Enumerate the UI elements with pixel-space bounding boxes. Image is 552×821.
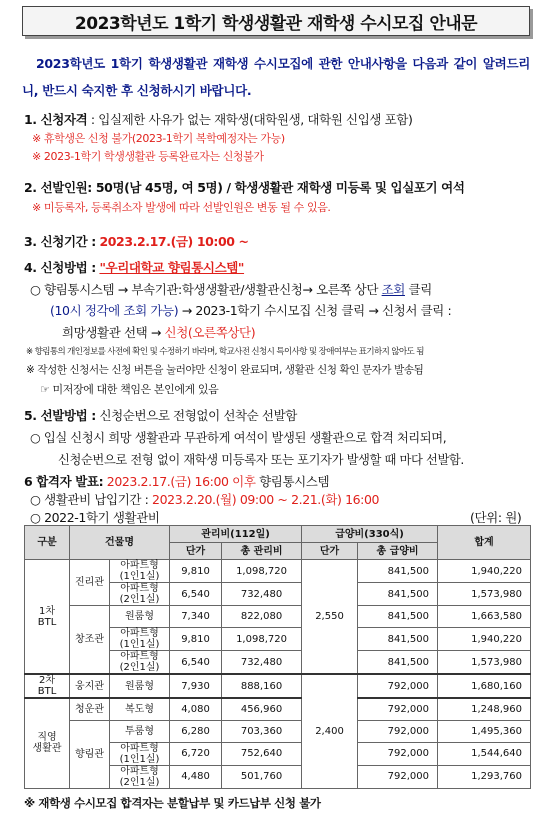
section-1-label: 1. 신청자격: [24, 112, 88, 127]
table-row: [25, 698, 531, 720]
row-total: 1,573,980: [438, 583, 531, 606]
section-6-value-end: 향림통시스템: [259, 474, 330, 489]
payment-period-value: 2023.2.20.(월) 09:00 ~ 2.21.(화) 16:00: [152, 492, 380, 507]
unit-price: 6,280: [170, 720, 222, 742]
row-total: 1,680,160: [438, 674, 531, 698]
header-total: 합계: [438, 526, 531, 560]
section-6-value: 2023.2.17.(금) 16:00 이후: [106, 474, 256, 489]
payment-period: [30, 490, 379, 508]
mgmt-total: 752,640: [222, 742, 302, 765]
section-4-line-2-blue: (10시 정각에 조회 가능): [50, 303, 179, 318]
group-type: 2차 BTL: [25, 674, 70, 698]
section-4-label: 4. 신청방법 :: [24, 260, 96, 275]
meal-total: 841,500: [358, 651, 438, 675]
section-1-note-2: ※ 2023-1학기 학생생활관 등록완료자는 신청불가: [32, 150, 264, 163]
intro-paragraph: 2023학년도 1학기 학생생활관 재학생 수시모집에 관한 안내사항을 다음과 같이 알려드리니, 반드시 숙지한 후 신청하시기 바랍니다.: [22, 56, 530, 98]
row-total: 1,940,220: [438, 560, 531, 583]
header-mgmt-total: 총 관리비: [222, 543, 302, 560]
unit-price: 6,540: [170, 651, 222, 675]
header-meal-unit: 단가: [302, 543, 358, 560]
fee-table-unit: (단위: 원): [470, 510, 522, 525]
table-row: [25, 674, 531, 698]
meal-unit-price: 2,550: [302, 560, 358, 675]
meal-total: 792,000: [358, 674, 438, 698]
room-type: 복도형: [110, 698, 170, 720]
room-type: 아파트형 (2인1실): [110, 583, 170, 606]
section-5-label: 5. 선발방법 :: [24, 408, 96, 423]
row-total: 1,663,580: [438, 606, 531, 628]
room-type: 아파트형 (1인1실): [110, 742, 170, 765]
header-mgmt: 관리비(112일): [170, 526, 302, 543]
section-4-line-2: [50, 301, 451, 319]
room-type: 아파트형 (1인1실): [110, 560, 170, 583]
building-name: 청운관: [70, 698, 110, 720]
section-4-note-1: ※ 향림통의 개인정보를 사전에 확인 및 수정하기 바라며, 학교사전 신청시 특이사항 및 장애여부는 표기하지 않아도 됨: [26, 347, 424, 357]
unit-price: 4,480: [170, 765, 222, 788]
row-total: 1,495,360: [438, 720, 531, 742]
section-4-note-3: ☞ 미저장에 대한 책임은 본인에게 있음: [40, 383, 219, 396]
section-5-value: 신청순번으로 전형없이 선착순 선발함: [99, 408, 297, 423]
header-meal-total: 총 급양비: [358, 543, 438, 560]
section-1: [24, 110, 412, 128]
unit-price: 6,720: [170, 742, 222, 765]
section-4-line-1-text: ○ 향림통시스템 → 부속기관:학생생활관/생활관신청→ 오른쪽 상단: [30, 282, 379, 297]
section-2-note: ※ 미등록자, 등록취소자 발생에 따라 선발인원은 변동 될 수 있음.: [32, 201, 331, 214]
room-type: 원룸형: [110, 674, 170, 698]
room-type: 아파트형 (1인1실): [110, 628, 170, 651]
row-total: 1,544,640: [438, 742, 531, 765]
meal-unit-price: 2,400: [302, 674, 358, 788]
section-4-line-1-link: 조회: [381, 282, 405, 297]
meal-total: 841,500: [358, 606, 438, 628]
footer-note: ※ 재학생 수시모집 합격자는 분할납부 및 카드납부 신청 불가: [24, 796, 321, 810]
fee-table: [24, 525, 531, 789]
section-5: [24, 406, 297, 424]
room-type: 투룸형: [110, 720, 170, 742]
section-3-value: 2023.2.17.(금) 10:00 ~: [99, 234, 249, 249]
table-row: [25, 560, 531, 583]
header-unit-price: 단가: [170, 543, 222, 560]
mgmt-total: 822,080: [222, 606, 302, 628]
room-type: 아파트형 (2인1실): [110, 651, 170, 675]
meal-total: 841,500: [358, 583, 438, 606]
meal-total: 841,500: [358, 628, 438, 651]
building-name: 진리관: [70, 560, 110, 606]
section-3-label: 3. 신청기간 :: [24, 234, 96, 249]
section-5-line-2: 신청순번으로 전형 없이 재학생 미등록자 또는 포기자가 발생할 때 마다 선발함.: [58, 453, 464, 467]
mgmt-total: 732,480: [222, 651, 302, 675]
row-total: 1,293,760: [438, 765, 531, 788]
section-3: [24, 232, 249, 250]
section-2-label: 2. 선발인원: 50명(남 45명, 여 5명) / 학생생활관 재학생 미등록 및 입실포기 여석: [24, 180, 465, 195]
unit-price: 7,340: [170, 606, 222, 628]
section-5-line-1: ○ 입실 신청시 희망 생활관과 무관하게 여석이 발생된 생활관으로 합격 처리되며,: [30, 431, 447, 445]
section-4-line-1: [30, 280, 432, 298]
section-4: [24, 258, 244, 276]
meal-total: 792,000: [358, 742, 438, 765]
section-4-line-3: [62, 323, 255, 341]
meal-total: 792,000: [358, 765, 438, 788]
section-4-line-1-end: 클릭: [408, 282, 432, 297]
title-box: [22, 6, 530, 36]
page-title: 2023학년도 1학기 학생생활관 재학생 수시모집 안내문: [74, 13, 478, 34]
section-4-line-3-text: 희망생활관 선택 →: [62, 325, 161, 340]
section-4-note-2: ※ 작성한 신청서는 신청 버튼을 눌러야만 신청이 완료되며, 생활관 신청 확인 문자가 발송됨: [26, 364, 424, 376]
meal-total: 841,500: [358, 560, 438, 583]
fee-table-caption: ○ 2022-1학기 생활관비: [30, 510, 160, 525]
unit-price: 9,810: [170, 560, 222, 583]
building-name: 웅지관: [70, 674, 110, 698]
section-6-label: 6 합격자 발표:: [24, 474, 104, 489]
payment-period-label: ○ 생활관비 납입기간 :: [30, 492, 149, 507]
room-type: 원룸형: [110, 606, 170, 628]
unit-price: 7,930: [170, 674, 222, 698]
building-name: 향림관: [70, 720, 110, 788]
building-name: 창조관: [70, 606, 110, 675]
section-6: [24, 472, 329, 490]
section-1-text: : 입실제한 사유가 없는 재학생(대학원생, 대학원 신입생 포함): [90, 112, 413, 127]
section-1-note-1: ※ 휴학생은 신청 불가(2023-1학기 복학예정자는 가능): [32, 132, 285, 145]
unit-price: 9,810: [170, 628, 222, 651]
group-type: 1차 BTL: [25, 560, 70, 675]
row-total: 1,940,220: [438, 628, 531, 651]
row-total: 1,573,980: [438, 651, 531, 675]
mgmt-total: 1,098,720: [222, 628, 302, 651]
section-4-line-2-rest: → 2023-1학기 수시모집 신청 클릭 → 신청서 클릭 :: [181, 303, 452, 318]
mgmt-total: 888,160: [222, 674, 302, 698]
section-4-line-3-red: 신청(오른쪽상단): [164, 325, 256, 340]
header-type: 구분: [25, 526, 70, 560]
group-type: 직영 생활관: [25, 698, 70, 788]
table-row: [25, 606, 531, 628]
mgmt-total: 501,760: [222, 765, 302, 788]
header-meal: 급양비(330식): [302, 526, 438, 543]
table-row: [25, 720, 531, 742]
mgmt-total: 456,960: [222, 698, 302, 720]
unit-price: 6,540: [170, 583, 222, 606]
mgmt-total: 1,098,720: [222, 560, 302, 583]
row-total: 1,248,960: [438, 698, 531, 720]
mgmt-total: 732,480: [222, 583, 302, 606]
unit-price: 4,080: [170, 698, 222, 720]
header-building: 건물명: [70, 526, 170, 560]
section-4-value: "우리대학교 향림통시스템": [99, 260, 245, 275]
meal-total: 792,000: [358, 698, 438, 720]
meal-total: 792,000: [358, 720, 438, 742]
room-type: 아파트형 (2인1실): [110, 765, 170, 788]
mgmt-total: 703,360: [222, 720, 302, 742]
